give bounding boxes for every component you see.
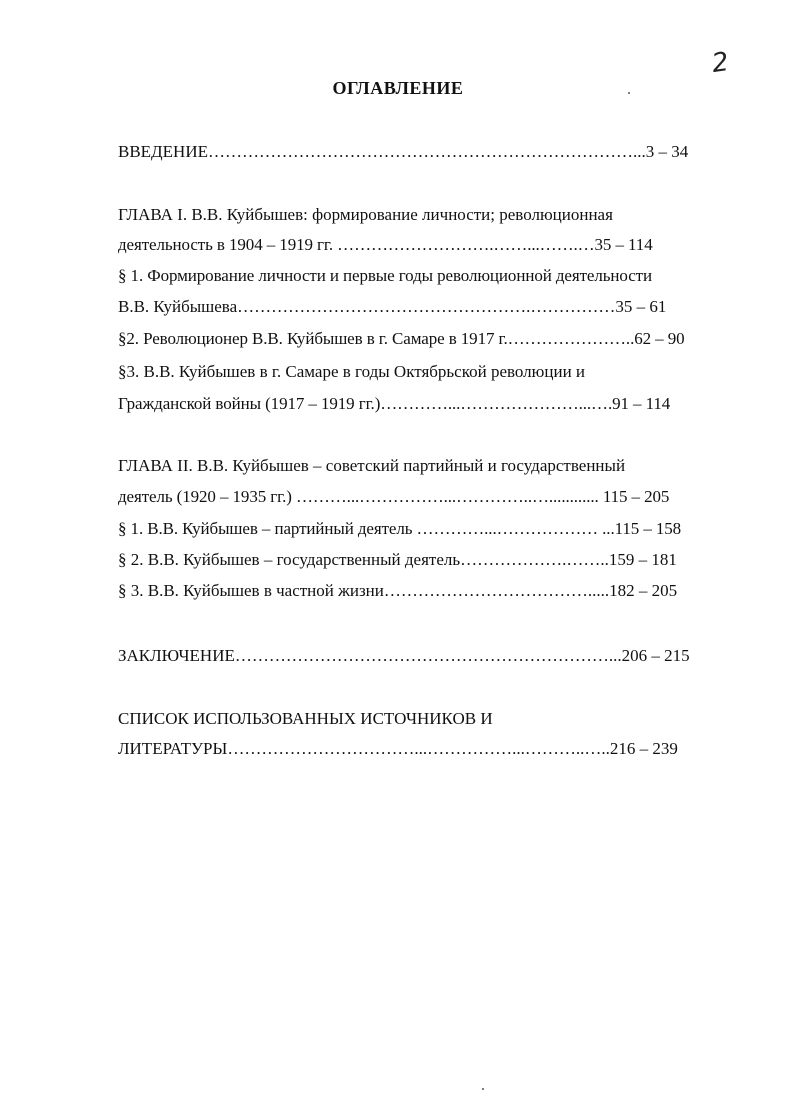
toc-entry-chapter-2-title: ГЛАВА II. В.В. Куйбышев – советский партийный и государственный <box>118 456 626 475</box>
toc-entry-chapter-1-title: ГЛАВА I. В.В. Куйбышев: формирование личности; революционная <box>118 205 613 224</box>
toc-entry-section-1-2: §2. Революционер В.В. Куйбышев в г. Самаре в 1917 г.…………………..62 – 90 <box>118 329 685 348</box>
toc-entry-section-2-2: § 2. В.В. Куйбышев – государственный деятель……………….……..159 – 181 <box>118 550 677 569</box>
toc-entry-section-1-1-title: § 1. Формирование личности и первые годы революционной деятельности <box>118 266 652 285</box>
toc-entry-chapter-2-pages: деятель (1920 – 1935 гг.) ………...……………...…………..…............ 115 – 205 <box>118 487 670 506</box>
toc-entry-section-1-1-pages: В.В. Куйбышева…………………………………………….……………35 – 61 <box>118 297 667 316</box>
toc-entry-chapter-1-pages: деятельность в 1904 – 1919 гг. ……………………….……...…….…35 – 114 <box>118 235 653 254</box>
toc-entry-introduction: ВВЕДЕНИЕ…………………………………………………………………...3 – 34 <box>118 142 689 161</box>
toc-entry-section-1-3-pages: Гражданской войны (1917 – 1919 гг.)…………...…………………...….91 – 114 <box>118 394 671 413</box>
scan-speck <box>628 92 630 94</box>
toc-entry-sources-title: СПИСОК ИСПОЛЬЗОВАННЫХ ИСТОЧНИКОВ И <box>118 709 493 728</box>
handwritten-page-number: 2 <box>709 46 731 80</box>
toc-entry-sources-pages: ЛИТЕРАТУРЫ……………………………...……………...………..…..216 – 239 <box>118 739 678 758</box>
toc-entry-section-1-3-title: §3. В.В. Куйбышев в г. Самаре в годы Октябрьской революции и <box>118 362 586 381</box>
page-title: ОГЛАВЛЕНИЕ <box>332 78 464 98</box>
scan-speck <box>482 1088 484 1090</box>
toc-entry-section-2-1: § 1. В.В. Куйбышев – партийный деятель …………...……………… ...115 – 158 <box>118 519 682 538</box>
toc-entry-conclusion: ЗАКЛЮЧЕНИЕ…………………………………………………………...206 – 215 <box>118 646 690 665</box>
toc-entry-section-2-3: § 3. В.В. Куйбышев в частной жизни……………………………….....182 – 205 <box>118 581 678 600</box>
